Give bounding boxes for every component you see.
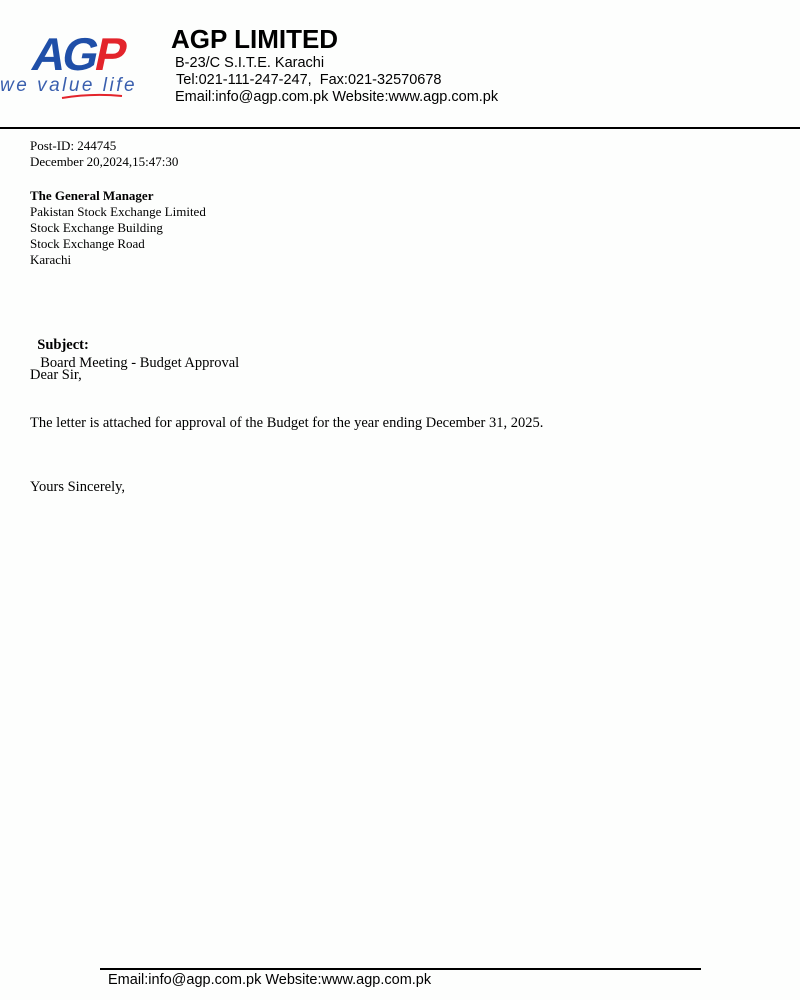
salutation: Dear Sir, [30,367,82,383]
svg-text:AG: AG [27,28,102,80]
company-phone-fax: Tel:021-111-247-247, Fax:021-32570678 [176,72,442,88]
closing: Yours Sincerely, [30,479,126,495]
company-email-website: Email:info@agp.com.pk Website:www.agp.com.pk [175,89,499,105]
company-logo [0,22,160,104]
recipient-title: The General Manager [30,188,154,203]
recipient-line: Stock Exchange Road [30,236,145,251]
subject-label: Subject: [37,337,89,353]
header-divider [0,127,800,129]
company-address: B-23/C S.I.T.E. Karachi [175,55,325,71]
subject-text: Board Meeting - Budget Approval [40,355,240,371]
footer-divider [100,968,701,970]
recipient-line: Stock Exchange Building [30,220,163,235]
letter-datetime: December 20,2024,15:47:30 [30,154,179,169]
recipient-line: Karachi [30,252,72,267]
post-id: Post-ID: 244745 [30,138,117,153]
svg-text:we value life: we value life [0,75,138,96]
company-name: AGP LIMITED [171,24,339,54]
footer-email-website: Email:info@agp.com.pk Website:www.agp.com.pk [108,972,432,988]
svg-text:P: P [90,28,133,80]
subject-line [30,318,239,372]
recipient-line: Pakistan Stock Exchange Limited [30,204,206,219]
letter-body: The letter is attached for approval of the Budget for the year ending December 31, 2025. [30,415,544,431]
